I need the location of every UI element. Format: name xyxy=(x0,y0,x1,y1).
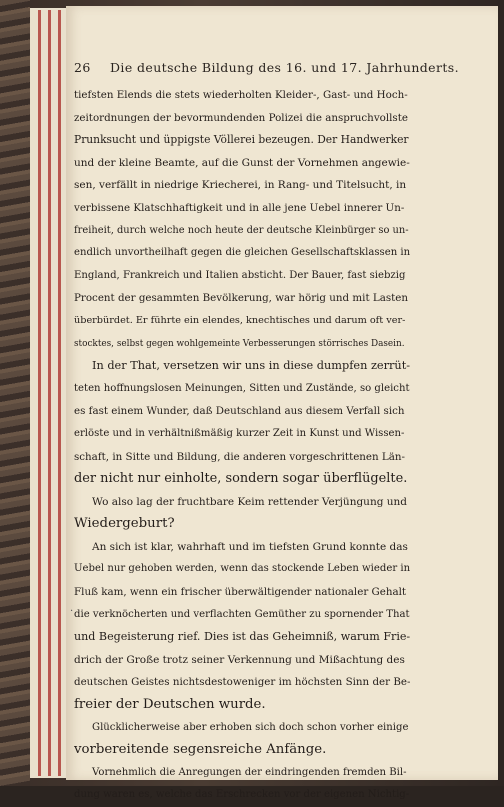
text-line: Wo also lag der fruchtbare Keim rettender Verjüngung und xyxy=(92,495,408,508)
text-line: die verknöcherten und verflachten Gemüther zu spornender That xyxy=(74,608,410,620)
text-line: stocktes, selbst gegen wohlgemeinte Verbesserungen störrisches Dasein. xyxy=(74,338,405,349)
text-line: Fluß kam, wenn ein frischer überwältigender nationaler Gehalt xyxy=(74,586,407,599)
text-line: freiheit, durch welche noch heute der deutsche Kleinbürger so un- xyxy=(74,224,409,236)
text-line: In der That, versetzen wir uns in diese dumpfen zerrüt- xyxy=(92,359,410,373)
text-line: drich der Große trotz seiner Verkennung und Mißachtung des xyxy=(74,653,405,666)
text-line: der nicht nur einholte, sondern sogar überflügelte. xyxy=(74,471,408,487)
text-line: und der kleine Beamte, auf die Gunst der Vornehmen angewie- xyxy=(74,156,410,169)
marbled-cover-edge xyxy=(0,0,30,786)
text-line: England, Frankreich und Italien absticht. Der Bauer, fast siebzig xyxy=(74,269,406,281)
text-line: endlich unvortheilhaft gegen die gleichen Gesellschaftsklassen in xyxy=(74,247,410,259)
text-line: es fast einem Wunder, daß Deutschland aus diesem Verfall sich xyxy=(74,405,405,418)
text-line: An sich ist klar, wahrhaft und im tiefsten Grund konnte das xyxy=(92,540,408,553)
red-page-edge xyxy=(48,10,51,776)
text-line: zeitordnungen der bevormundenden Polizei die anspruchvollste xyxy=(74,111,408,124)
page-number: 26 xyxy=(74,60,91,75)
text-line: tiefsten Elends die stets wiederholten Kleider-, Gast- und Hoch- xyxy=(74,89,408,101)
text-line: vorbereitende segensreiche Anfänge. xyxy=(74,742,327,758)
text-line: sen, verfällt in niedrige Kriecherei, in Rang- und Titelsucht, in xyxy=(74,179,407,192)
text-line: erlöste und in verhältnißmäßig kurzer Zeit in Kunst und Wissen- xyxy=(74,427,405,439)
text-line: dung waren es, welche das Erschrecken vor der eigenen Nichtig- xyxy=(74,789,410,801)
text-line: Procent der gesammten Bevölkerung, war hörig und mit Lasten xyxy=(74,292,409,305)
text-line: Uebel nur gehoben werden, wenn das stockende Leben wieder in xyxy=(74,563,410,575)
text-line: Prunksucht und üppigste Völlerei bezeugen. Der Handwerker xyxy=(74,133,409,147)
running-title: Die deutsche Bildung des 16. und 17. Jahrhunderts. xyxy=(110,60,459,75)
text-line: freier der Deutschen wurde. xyxy=(74,697,266,713)
margin-mark: · xyxy=(70,606,74,617)
body-text xyxy=(74,84,410,807)
text-line: Wiedergeburt? xyxy=(74,516,175,532)
text-line: und Begeisterung rief. Dies ist das Geheimniß, warum Frie- xyxy=(74,630,410,644)
page-header xyxy=(74,60,459,76)
text-line: verbissene Klatschhaftigkeit und in alle jene Uebel innerer Un- xyxy=(74,201,405,214)
text-line: Glücklicherweise aber erhoben sich doch schon vorher einige xyxy=(92,721,409,733)
red-page-edge xyxy=(58,10,61,776)
text-line: Vornehmlich die Anregungen der eindringenden fremden Bil- xyxy=(92,766,407,778)
text-line: deutschen Geistes nichtsdestoweniger im höchsten Sinn der Be- xyxy=(74,676,410,689)
text-line: schaft, in Sitte und Bildung, die anderen vorgeschrittenen Län- xyxy=(74,450,406,463)
text-line: überbürdet. Er führte ein elendes, knechtisches und darum oft ver- xyxy=(74,314,406,326)
red-page-edge xyxy=(38,10,41,776)
text-line: teten hoffnungslosen Meinungen, Sitten und Zustände, so gleicht xyxy=(74,382,410,394)
